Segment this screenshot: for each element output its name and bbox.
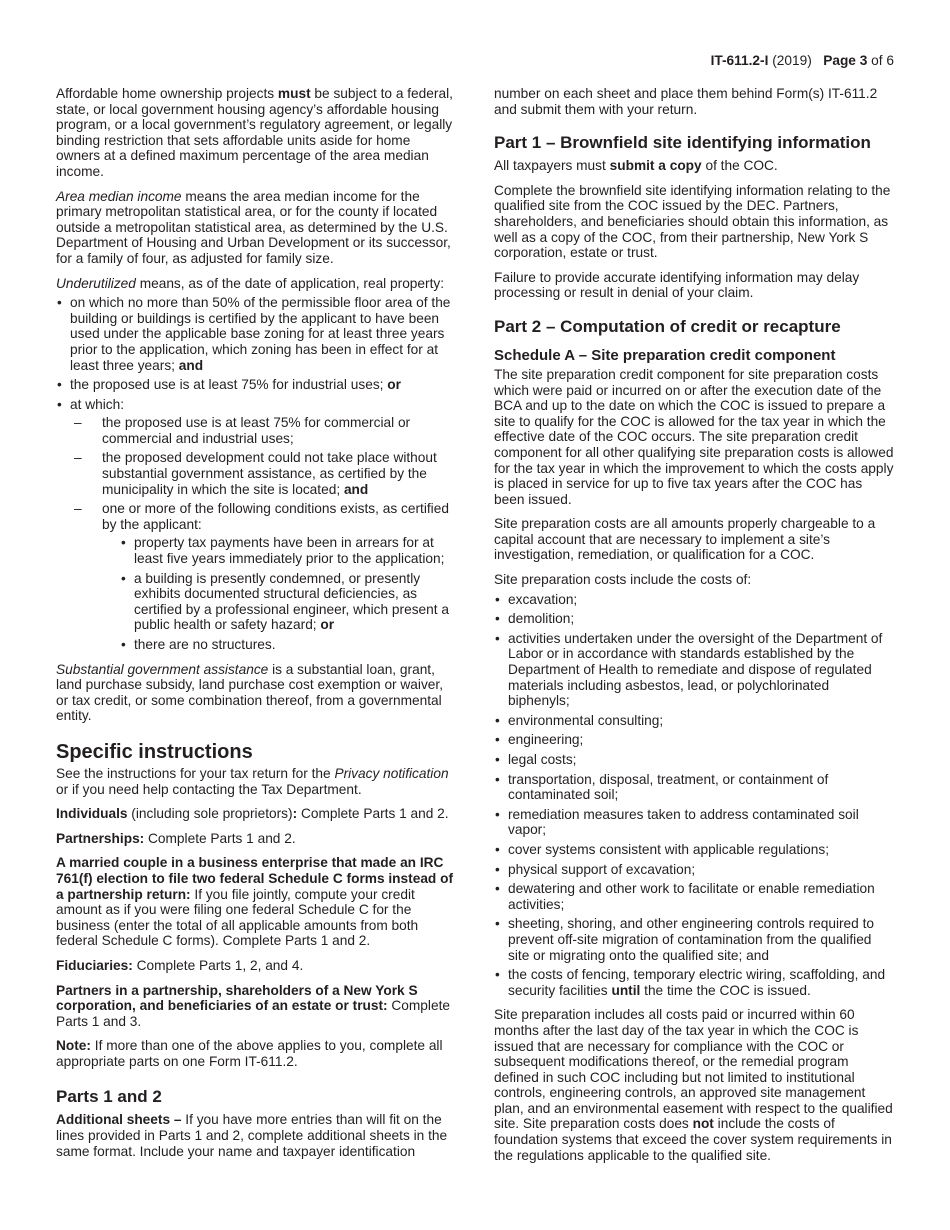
fiduciaries-paragraph: Fiduciaries: Complete Parts 1, 2, and 4. bbox=[56, 957, 304, 973]
note-paragraph: Note: If more than one of the above applies to you, complete all appropriate parts on one Form IT-611.2. bbox=[56, 1038, 443, 1069]
list-item: • environmental consulting; bbox=[494, 713, 894, 729]
list-item: • dewatering and other work to facilitate or enable remediation activities; bbox=[494, 881, 894, 912]
list-item: • remediation measures taken to address contaminated soil vapor; bbox=[494, 807, 894, 838]
list-item: – the proposed use is at least 75% for commercial or commercial and industrial uses; bbox=[70, 415, 456, 446]
part-2-heading: Part 2 – Computation of credit or recapture bbox=[494, 316, 841, 336]
list-item: • transportation, disposal, treatment, or containment of contaminated soil; bbox=[494, 772, 894, 803]
right-column bbox=[494, 86, 894, 1172]
site-prep-includes-paragraph: Site preparation includes all costs paid or incurred within 60 months after the last day of the tax year in which the COC is issued that are necessary for compliance with the COC or subsequent modifications thereof, or the remedial program defined in such COC including but not limited to institutional controls, engineering controls, an approved site management plan, and an environmental easement with respect to the qualified site. Site preparation costs does not include the costs of foundation systems that exceed the cover system requirements in the regulations applicable to the qualified site. bbox=[494, 1007, 893, 1163]
left-column bbox=[56, 86, 456, 1168]
list-item: • there are no structures. bbox=[102, 637, 456, 653]
page-number: Page 3 bbox=[823, 53, 868, 68]
page-header bbox=[711, 53, 894, 69]
parts-1-and-2-heading: Parts 1 and 2 bbox=[56, 1087, 162, 1107]
married-couple-paragraph: A married couple in a business enterprise that made an IRC 761(f) election to file two federal Schedule C forms instead of a partnership return: If you file jointly, compute your credit amount as if you were filing one federal Schedule C for the business (enter the total of all applicable amounts from both federal Schedule C forms). Complete Parts 1 and 2. bbox=[56, 855, 454, 949]
list-item: • at which: – the proposed use is at least 75% for commercial or commercial and industrial uses; – the proposed development could not take place without substantial government assistance, as certified by the municipality in which the site is located; and – one or more of the following conditions exists, as certified by the applicant: • property tax payments have been in arrears for at least five years immediately prior to the application; • a building is presently condemned, or presently exhibits documented structural deficiencies, as certified by a professional engineer, which present a public health or safety hazard; or • there are no structures. bbox=[56, 397, 456, 653]
list-item: • the costs of fencing, temporary electric wiring, scaffolding, and security facilities until the time the COC is issued. bbox=[494, 967, 894, 998]
form-number: IT-611.2-I bbox=[710, 53, 769, 68]
list-item: • cover systems consistent with applicable regulations; bbox=[494, 842, 894, 858]
submit-copy-paragraph: All taxpayers must submit a copy of the COC. bbox=[494, 158, 778, 174]
costs-list bbox=[494, 592, 894, 999]
additional-sheets-paragraph: Additional sheets – If you have more entries than will fit on the lines provided in Parts 1 and 2, complete additional sheets in the same format. Include your name and taxpayer identification bbox=[56, 1112, 448, 1159]
partnerships-paragraph: Partnerships: Complete Parts 1 and 2. bbox=[56, 830, 296, 846]
failure-paragraph: Failure to provide accurate identifying information may delay processing or result in denial of your claim. bbox=[494, 269, 860, 301]
list-item: • on which no more than 50% of the permissible floor area of the building or buildings is certified by the applicant to have been used under the applicable base zoning for at least three years prior to the application, which zoning has been in effect for at least three years; and bbox=[56, 295, 456, 373]
part-1-heading: Part 1 – Brownfield site identifying information bbox=[494, 133, 871, 153]
underutilized-paragraph: Underutilized means, as of the date of application, real property: bbox=[56, 275, 445, 291]
conditions-list bbox=[102, 535, 456, 652]
list-item: – one or more of the following conditions exists, as certified by the applicant: • property tax payments have been in arrears for at least five years immediately prior to the application; • a building is presently condemned, or presently exhibits documented structural deficiencies, as certified by a professional engineer, which present a public health or safety hazard; or • there are no structures. bbox=[70, 501, 456, 652]
list-item: • a building is presently condemned, or presently exhibits documented structural deficiencies, as certified by a professional engineer, which present a public health or safety hazard; or bbox=[102, 571, 456, 633]
list-item: • legal costs; bbox=[494, 752, 894, 768]
list-item: • excavation; bbox=[494, 592, 894, 608]
page-total: of 6 bbox=[871, 53, 894, 68]
list-item: • demolition; bbox=[494, 611, 894, 627]
identifying-info-paragraph: Complete the brownfield site identifying information relating to the qualified site from the COC issued by the DEC. Partners, shareholders, and beneficiaries should obtain this information, as well as a copy of the COC, from their partnership, New York S corporation, estate or trust. bbox=[494, 182, 891, 261]
specific-instructions-heading: Specific instructions bbox=[56, 740, 253, 763]
at-which-list bbox=[70, 415, 456, 652]
continued-paragraph: number on each sheet and place them behind Form(s) IT-611.2 and submit them with your return. bbox=[494, 86, 878, 117]
list-item: • the proposed use is at least 75% for industrial uses; or bbox=[56, 377, 456, 393]
partners-paragraph: Partners in a partnership, shareholders of a New York S corporation, and beneficiaries of an estate or trust: Complete Parts 1 and 3. bbox=[56, 982, 450, 1029]
list-item: • engineering; bbox=[494, 732, 894, 748]
privacy-paragraph: See the instructions for your tax return for the Privacy notification or if you need help contacting the Tax Department. bbox=[56, 765, 449, 797]
credit-component-paragraph: The site preparation credit component for site preparation costs which were paid or incurred on or after the execution date of the BCA and up to the date on which the COC is issued to prepare a site to qualify for the COC is allowed for the tax year in which the effective date of the COC occurs. The site preparation credit component for all other qualifying site preparation costs is allowed for the tax year in which the improvement to which the costs apply is placed in service for up to five tax years after the COC has been issued. bbox=[494, 366, 894, 507]
underutilized-list bbox=[56, 295, 456, 652]
substantial-assistance-paragraph: Substantial government assistance is a substantial loan, grant, land purchase subsidy, land purchase cost exemption or waiver, or tax credit, or some combination thereof, from a governmental entity. bbox=[56, 661, 444, 724]
schedule-a-heading: Schedule A – Site preparation credit component bbox=[494, 346, 836, 364]
list-item: • sheeting, shoring, and other engineering controls required to prevent off-site migration of contamination from the qualified site or migrating onto the qualified site; and bbox=[494, 916, 894, 963]
list-item: – the proposed development could not take place without substantial government assistance, as certified by the municipality in which the site is located; and bbox=[70, 450, 456, 497]
list-item: • property tax payments have been in arrears for at least five years immediately prior to the application; bbox=[102, 535, 456, 566]
list-item: • physical support of excavation; bbox=[494, 862, 894, 878]
form-year: (2019) bbox=[772, 53, 812, 68]
site-prep-costs-paragraph: Site preparation costs are all amounts properly chargeable to a capital account that are necessary to implement a site’s investigation, remediation, or qualification for a COC. bbox=[494, 516, 876, 563]
list-item: • activities undertaken under the oversight of the Department of Labor or in accordance with standards established by the Department of Health to remediate and dispose of regulated materials including asbestos, lead, or polychlorinated biphenyls; bbox=[494, 631, 894, 709]
affordable-home-paragraph: Affordable home ownership projects must be subject to a federal, state, or local government housing agency’s affordable housing program, or a local government’s regulatory agreement, or legally binding restriction that sets affordable units aside for home owners at a defined maximum percentage of the area median income. bbox=[56, 86, 453, 179]
individuals-paragraph: Individuals (including sole proprietors): Complete Parts 1 and 2. bbox=[56, 806, 449, 822]
area-median-income-paragraph: Area median income means the area median income for the primary metropolitan statistical area, or for the county if located outside a metropolitan statistical area, as determined by the U.S. Department of Housing and Urban Development or its successor, for a family of four, as adjusted for family size. bbox=[56, 188, 451, 266]
costs-intro-paragraph: Site preparation costs include the costs of: bbox=[494, 572, 752, 588]
